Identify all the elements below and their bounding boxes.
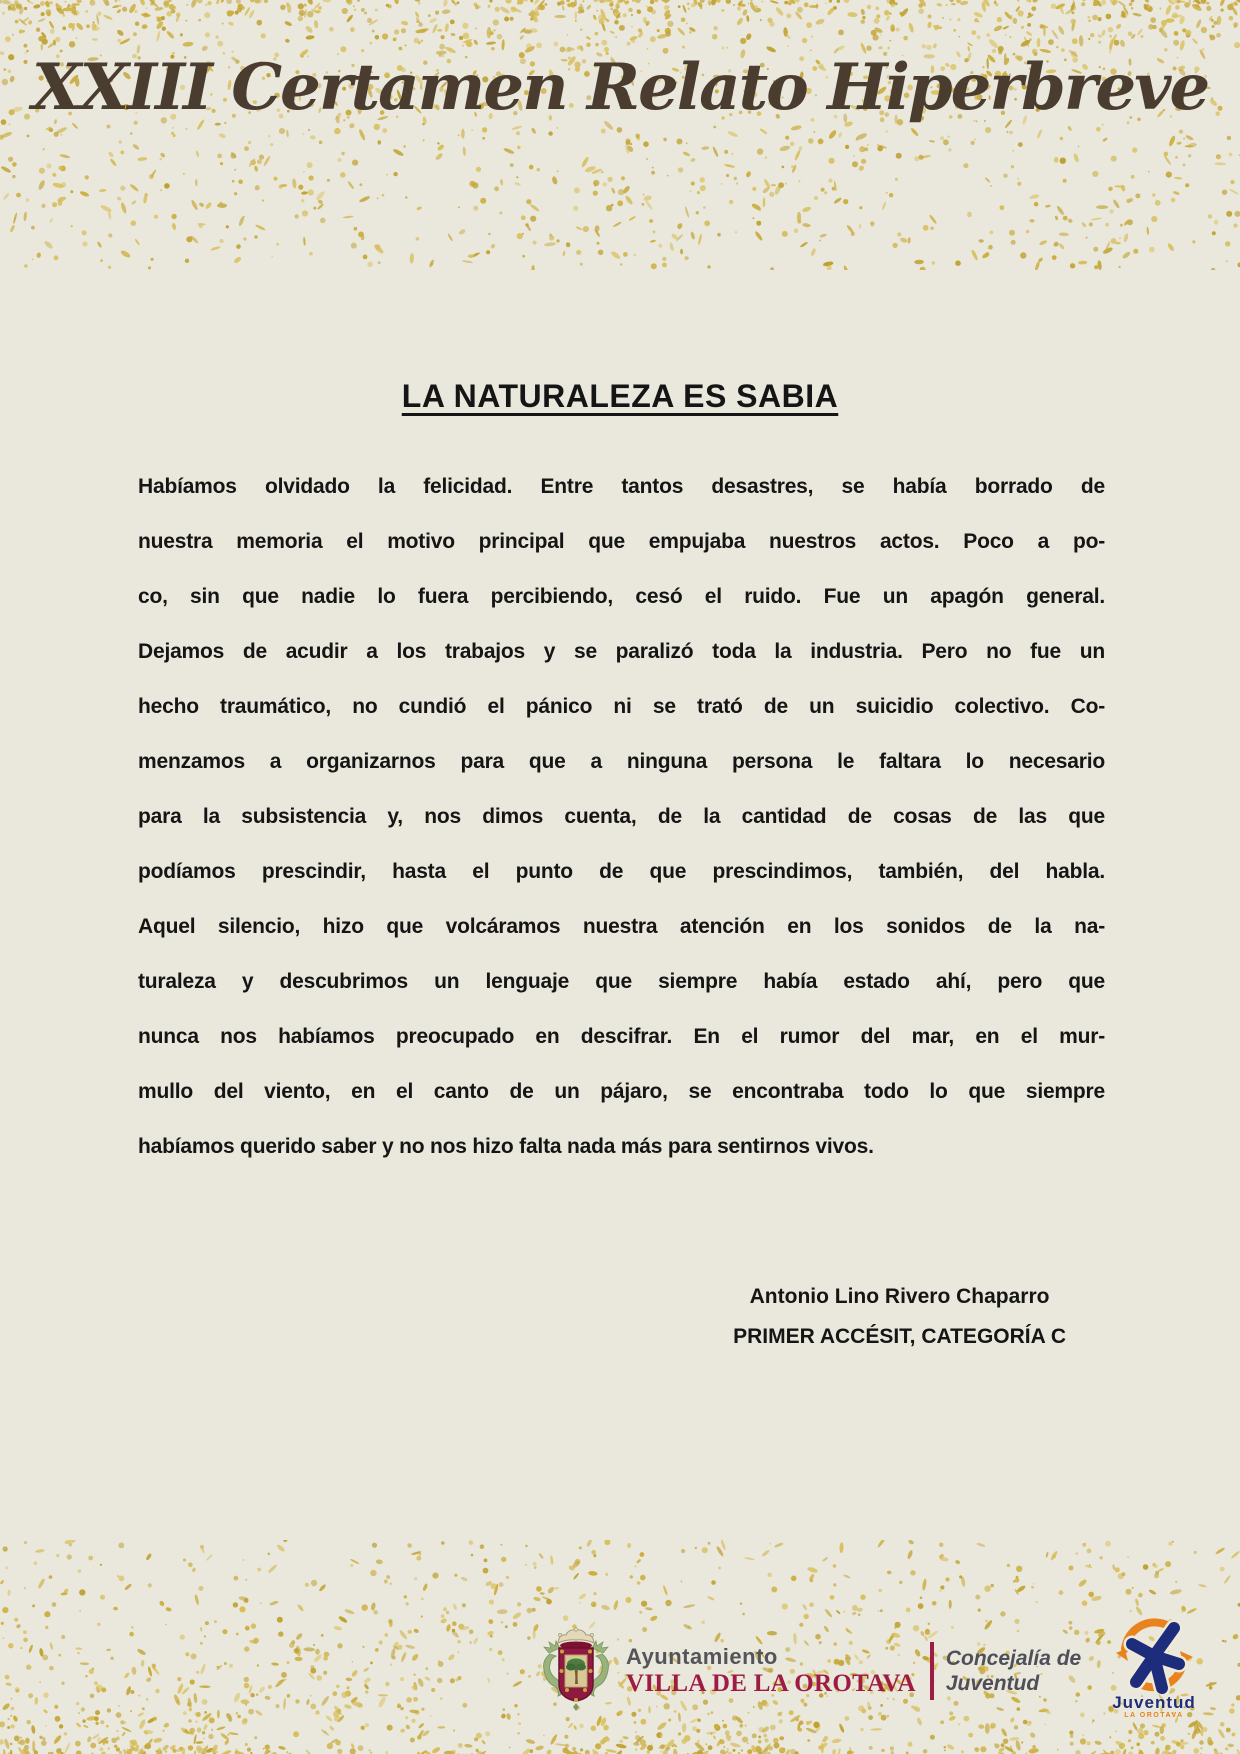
villa-orotava-label: VILLA DE LA OROTAVA [626,1670,916,1697]
gold-speckle-texture-top [0,0,1240,270]
juventud-logo [1106,1616,1202,1721]
ayuntamiento-brand [536,1626,1081,1716]
story-line: para la subsistencia y, nos dimos cuenta, de la cantidad de cosas de las que [138,805,1105,828]
juventud-wordmark: Juventud [1112,1693,1196,1712]
story-line: mullo del viento, en el canto de un pájaro, se encontraba todo lo que siempre [138,1080,1105,1103]
story-line: Aquel silencio, hizo que volcáramos nuestra atención en los sonidos de la na- [138,915,1105,938]
story-line: Habíamos olvidado la felicidad. Entre tantos desastres, se había borrado de [138,475,1105,498]
concejalia-line2: Juventud [945,1672,1040,1695]
ayuntamiento-label: Ayuntamiento [626,1644,778,1669]
award-label: PRIMER ACCÉSIT, CATEGORÍA C [733,1325,1066,1348]
story-line: habíamos querido saber y no nos hizo falta nada más para sentirnos vivos. [138,1135,874,1158]
concejalia-line1: Concejalía de [945,1647,1082,1670]
story-body [138,459,1105,1174]
brand-divider [930,1642,934,1700]
villa-orotava-coat-of-arms-icon [536,1626,616,1716]
story-line: turaleza y descubrimos un lenguaje que siempre había estado ahí, pero que [138,970,1105,993]
juventud-subtext: LA OROTAVA [1124,1712,1184,1719]
juventud-star-icon [1106,1616,1202,1694]
story-line: podíamos prescindir, hasta el punto de que prescindimos, también, del habla. [138,860,1105,883]
story-title: LA NATURALEZA ES SABIA [401,378,839,414]
story-line: Dejamos de acudir a los trabajos y se paralizó toda la industria. Pero no fue un [138,640,1105,663]
story-line: menzamos a organizarnos para que a ninguna persona le faltara lo necesario [138,750,1105,773]
story-line: nuestra memoria el motivo principal que empujaba nuestros actos. Poco a po- [138,530,1105,553]
concejalia-label [946,1646,1081,1696]
story-line: nunca nos habíamos preocupado en descifrar. En el rumor del mar, en el mur- [138,1025,1105,1048]
story-line: co, sin que nadie lo fuera percibiendo, cesó el ruido. Fue un apagón general. [138,585,1105,608]
author-block [733,1277,1066,1357]
author-name: Antonio Lino Rivero Chaparro [749,1285,1050,1308]
story-line: hecho traumático, no cundió el pánico ni se trató de un suicidio colectivo. Co- [138,695,1105,718]
certamen-script-title: XXIII Certamen Relato Hiperbreve [31,50,1209,125]
